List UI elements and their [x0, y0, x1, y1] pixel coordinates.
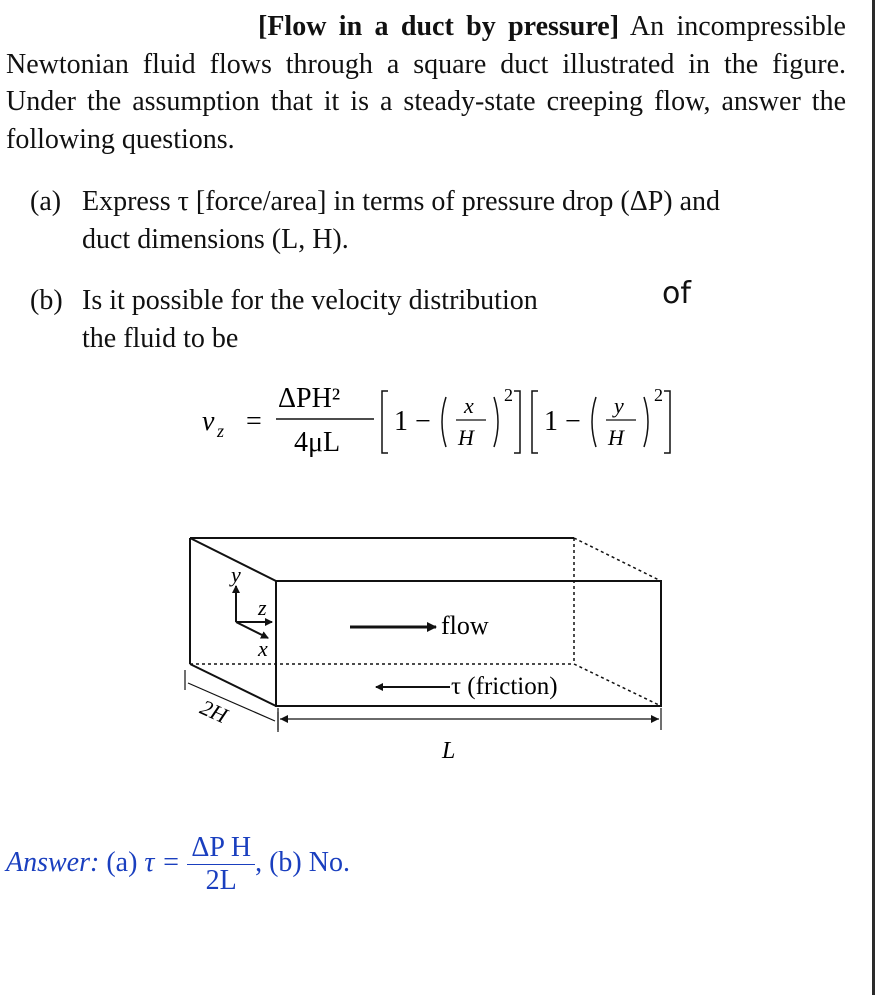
answer-prefix: Answer: [6, 846, 100, 878]
length-dimension [278, 708, 661, 730]
width-dimension [185, 670, 278, 732]
question-b [30, 282, 830, 357]
axis-triad [236, 586, 272, 638]
flow-label: flow [441, 611, 489, 640]
answer-tau: τ = [144, 846, 181, 878]
answer-a-label: (a) [106, 846, 138, 878]
eq-factor-2 [532, 385, 670, 453]
page-edge-rule [872, 0, 875, 995]
duct-hidden-edges [190, 538, 661, 706]
svg-text:1 −: 1 − [394, 406, 431, 437]
problem-statement: An incompressible Newtonian fluid flows through a square duct illustrated in the figure. Under the assumption that it is a steady-state creeping flow, answer the following questions. [6, 11, 846, 155]
friction-label: τ (friction) [451, 673, 558, 700]
axis-x-label: x [258, 636, 268, 661]
question-b-line1: Is it possible for the velocity distribution [82, 285, 538, 316]
svg-text:2: 2 [504, 385, 513, 405]
svg-text:x: x [464, 393, 474, 418]
eq-lhs: v [202, 406, 215, 437]
svg-text:y: y [614, 393, 624, 418]
question-a-line2: duct dimensions (L, H). [82, 223, 349, 255]
answer-fraction [187, 832, 255, 897]
eq-denominator: 4μL [294, 427, 341, 458]
answer-numerator: ΔP H [191, 832, 252, 863]
axis-y-label: y [231, 562, 241, 587]
question-b-label: (b) [30, 285, 63, 316]
svg-text:1 −: 1 − [544, 406, 581, 437]
eq-factor-1 [382, 385, 520, 453]
eq-numerator: ΔPH² [278, 383, 341, 414]
question-a [30, 183, 850, 258]
handwritten-annotation: of [662, 276, 691, 311]
question-a-line1: Express τ [force/area] in terms of pressure drop (ΔP) and [82, 186, 721, 217]
duct-outline [190, 538, 661, 706]
question-b-line2: the fluid to be [82, 322, 239, 354]
problem-title: [Flow in a duct by pressure] [258, 11, 620, 42]
velocity-equation [202, 375, 742, 465]
eq-equals: = [246, 406, 262, 437]
axis-z-label: z [258, 595, 267, 620]
width-label: 2H [196, 694, 232, 729]
answer-denominator: 2L [187, 864, 255, 897]
question-a-label: (a) [30, 186, 62, 217]
answer-b: , (b) No. [255, 846, 350, 878]
problem-intro [6, 8, 846, 158]
answer-line [6, 832, 350, 897]
svg-text:2: 2 [654, 385, 663, 405]
eq-lhs-sub: z [217, 421, 225, 441]
svg-text:H: H [458, 425, 474, 450]
svg-text:H: H [608, 425, 624, 450]
length-label: L [442, 738, 456, 764]
